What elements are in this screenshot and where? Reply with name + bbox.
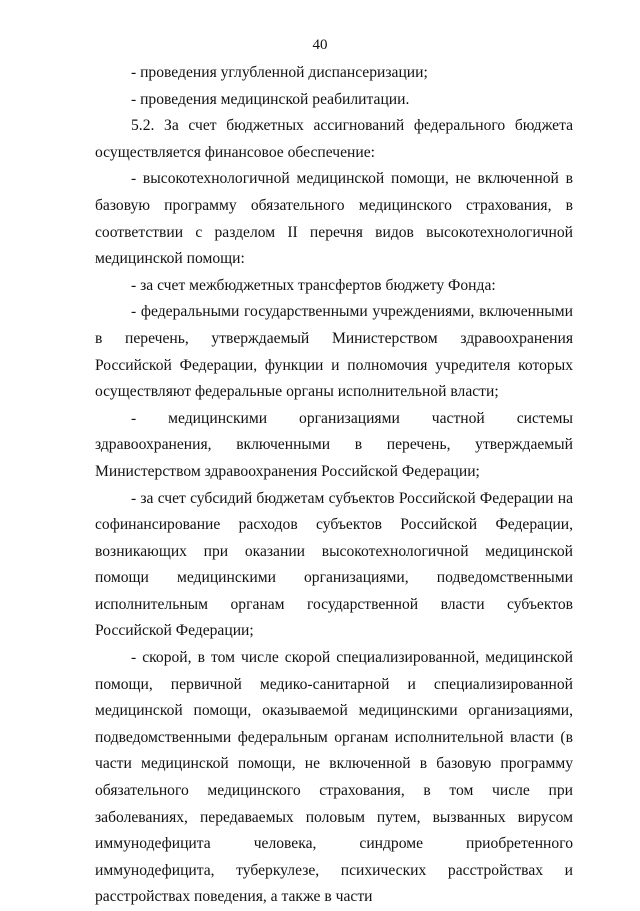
paragraph-8: - за счет субсидий бюджетам субъектов Российской Федерации на софинансирование расходов субъектов Российской Федерации, возникающих при оказании высокотехнологичной медицинской помощи медицинскими организациями, подведомственными исполнительным органам государственной власти субъектов Российской Федерации;: [95, 489, 573, 640]
document-body: [95, 60, 573, 911]
page-number: 40: [312, 37, 328, 53]
paragraph-7: - медицинскими организациями частной системы здравоохранения, включенными в перечень, утверждаемый Министерством здравоохранения Российской Федерации;: [95, 409, 573, 480]
paragraph-3: 5.2. За счет бюджетных ассигнований федерального бюджета осуществляется финансовое обеспечение:: [95, 117, 573, 161]
paragraph-9: - скорой, в том числе скорой специализированной, медицинской помощи, первичной медико-санитарной и специализированной медицинской помощи, оказываемой медицинскими организациями, подведомственными федеральным органам исполнительной власти (в части медицинской помощи, не включенной в базовую программу обязательного медицинского страхования, в том числе при заболеваниях, передаваемых половым путем, вызванных вирусом иммунодефицита человека, синдроме приобретенного иммунодефицита, туберкулезе, психических расстройствах и расстройствах поведения, а также в части: [95, 649, 573, 906]
paragraph-5: - за счет межбюджетных трансфертов бюджету Фонда:: [131, 276, 496, 294]
paragraph-6: - федеральными государственными учреждениями, включенными в перечень, утверждаемый Министерством здравоохранения Российской Федерации, функции и полномочия учредителя которых осуществляют федеральные органы исполнительной власти;: [95, 303, 573, 401]
paragraph-1: - проведения углубленной диспансеризации;: [131, 64, 428, 81]
paragraph-2: - проведения медицинской реабилитации.: [131, 90, 410, 108]
paragraph-4: - высокотехнологичной медицинской помощи, не включенной в базовую программу обязательного медицинского страхования, в соответствии с разделом II перечня видов высокотехнологичной медицинской помощи:: [95, 170, 573, 268]
